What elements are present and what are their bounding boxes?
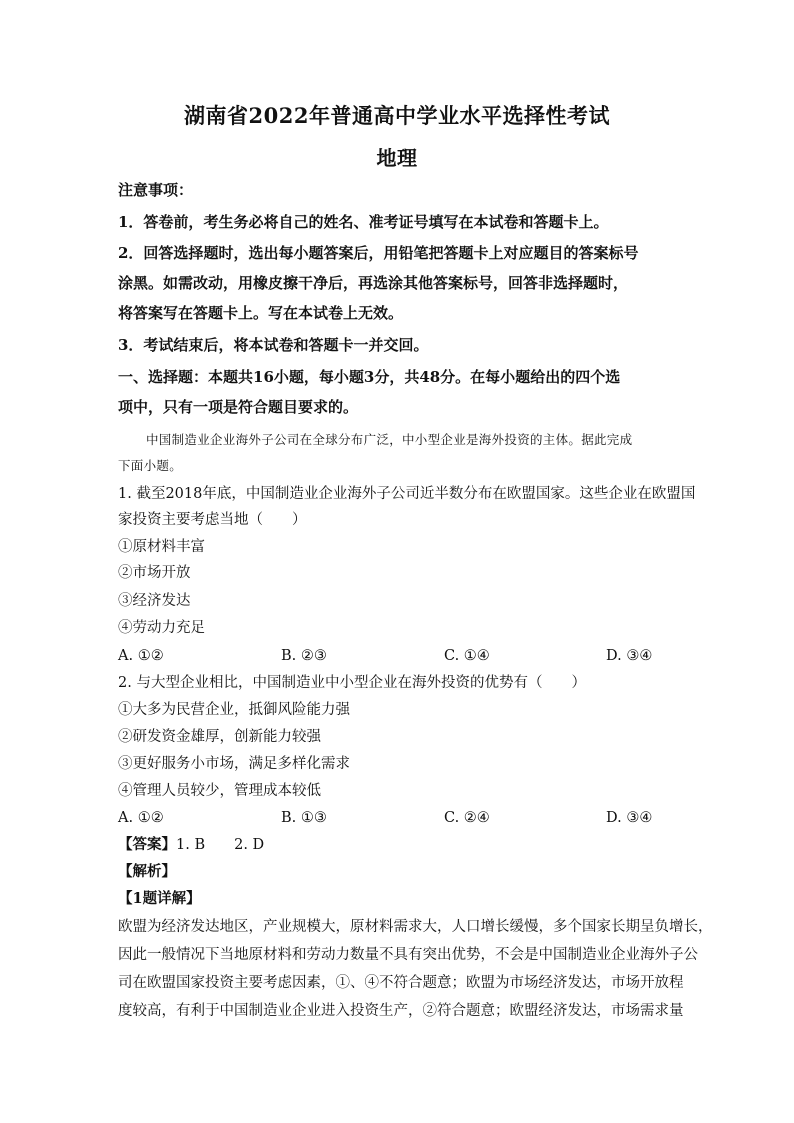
material-text-cont: 下面小题。 — [118, 458, 183, 473]
q1-option-d[interactable]: D. ③④ — [606, 648, 653, 664]
q1-option-b[interactable]: B. ②③ — [281, 648, 327, 664]
q2-option-b[interactable]: B. ①③ — [281, 810, 327, 826]
exam-title: 湖南省2022年普通高中学业水平选择性考试 — [184, 103, 610, 128]
q1-stem: 1. 截至2018年底，中国制造业企业海外子公司近半数分布在欧盟国家。这些企业在欧盟国 — [118, 486, 696, 502]
answer-label: 【答案】 — [118, 836, 176, 853]
subject-title: 地理 — [376, 146, 418, 170]
q2-item: ①大多为民营企业，抵御风险能力强 — [118, 702, 350, 718]
notice-item: 1．答卷前，考生务必将自己的姓名、准考证号填写在本试卷和答题卡上。 — [118, 213, 609, 231]
analysis-text: 欧盟为经济发达地区，产业规模大，原材料需求大，人口增长缓慢，多个国家长期呈负增长， — [118, 919, 713, 935]
notice-item: 将答案写在答题卡上。写在本试卷上无效。 — [118, 304, 404, 322]
section-heading: 一、选择题：本题共16小题，每小题3分，共48分。在每小题给出的四个选 — [118, 368, 621, 386]
q2-option-a[interactable]: A. ①② — [118, 810, 164, 826]
q2-item: ④管理人员较少，管理成本较低 — [118, 783, 321, 799]
q2-item: ②研发资金雄厚，创新能力较强 — [118, 729, 321, 745]
q1-item: ①原材料丰富 — [118, 539, 205, 555]
notice-heading: 注意事项： — [118, 181, 194, 199]
q1-item: ②市场开放 — [118, 565, 191, 581]
q1-option-c[interactable]: C. ①④ — [444, 648, 490, 664]
q1-item: ④劳动力充足 — [118, 620, 205, 636]
answer-text: 1. B 2. D — [176, 837, 265, 853]
q2-option-d[interactable]: D. ③④ — [606, 810, 653, 826]
detail-label: 【1题详解】 — [118, 890, 201, 907]
analysis-text: 度较高，有利于中国制造业企业进入投资生产，②符合题意；欧盟经济发达，市场需求量 — [118, 1003, 684, 1019]
q1-stem-cont: 家投资主要考虑当地（ ） — [118, 512, 307, 528]
q1-option-a[interactable]: A. ①② — [118, 648, 164, 664]
q2-stem: 2. 与大型企业相比，中国制造业中小型企业在海外投资的优势有（ ） — [118, 675, 586, 691]
q2-option-c[interactable]: C. ②④ — [444, 810, 490, 826]
material-text: 中国制造业企业海外子公司在全球分布广泛，中小型企业是海外投资的主体。据此完成 — [146, 432, 633, 447]
notice-item: 3．考试结束后，将本试卷和答题卡一并交回。 — [118, 336, 429, 354]
analysis-text: 因此一般情况下当地原材料和劳动力数量不具有突出优势，不会是中国制造业企业海外子公 — [118, 947, 698, 963]
section-heading-cont: 项中，只有一项是符合题目要求的。 — [118, 398, 359, 416]
analysis-label: 【解析】 — [118, 863, 176, 880]
q1-item: ③经济发达 — [118, 593, 191, 609]
q2-item: ③更好服务小市场，满足多样化需求 — [118, 756, 350, 772]
notice-item: 2．回答选择题时，选出每小题答案后，用铅笔把答题卡上对应题目的答案标号 — [118, 244, 639, 262]
notice-item: 涂黑。如需改动，用橡皮擦干净后，再选涂其他答案标号，回答非选择题时， — [118, 274, 629, 292]
answer-line — [118, 835, 678, 855]
analysis-text: 司在欧盟国家投资主要考虑因素，①、④不符合题意；欧盟为市场经济发达，市场开放程 — [118, 975, 684, 991]
